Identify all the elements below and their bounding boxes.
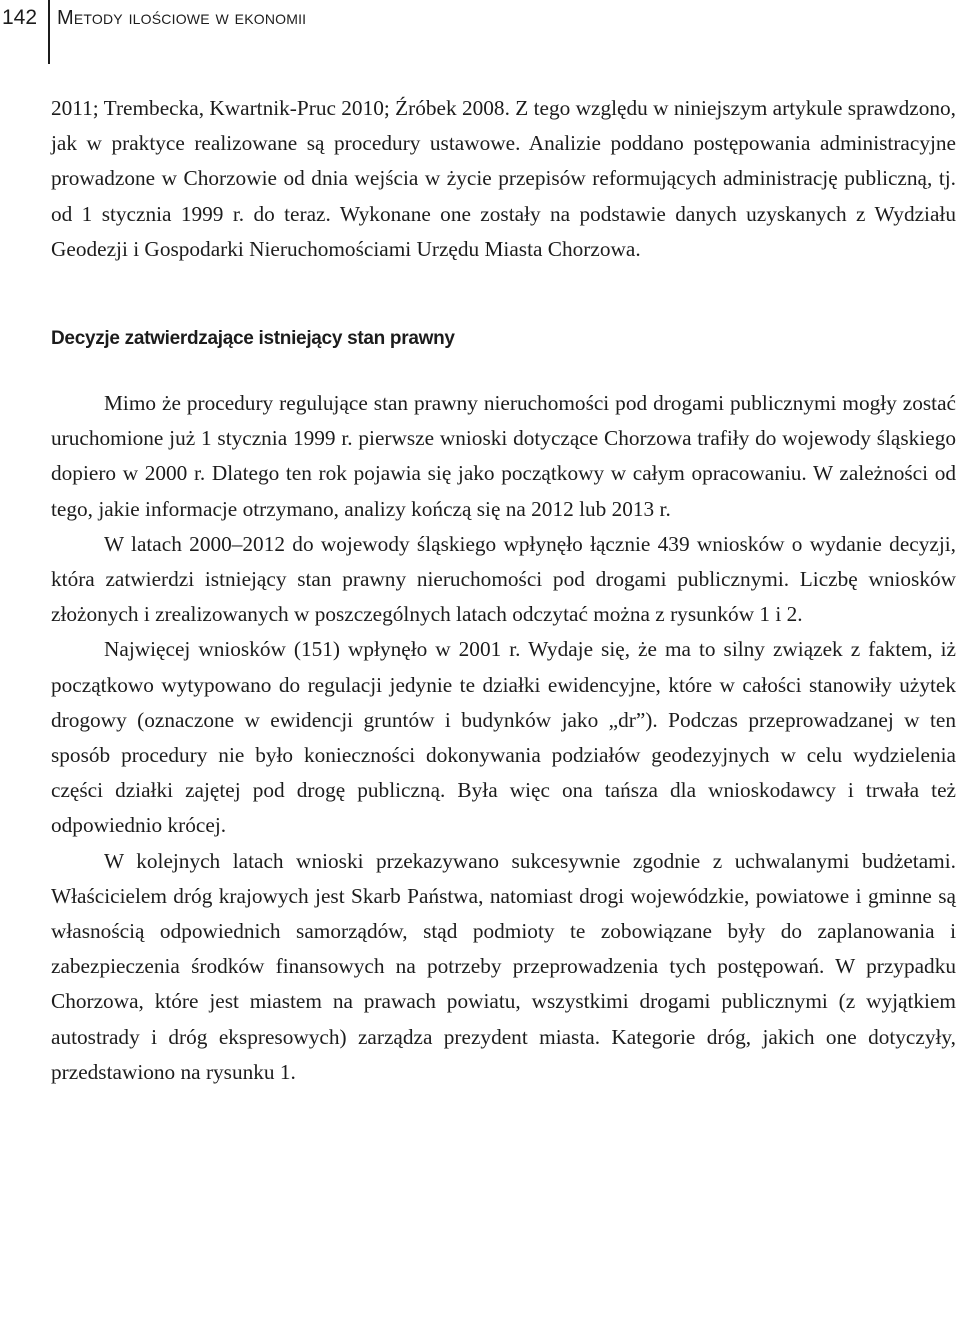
paragraph: Mimo że procedury regulujące stan prawny nieruchomości pod drogami publicznymi mogły zostać uruchomione już 1 stycznia 1999 r. pierwsze wnioski dotyczące Chorzowa trafiły do wojewody śląskiego dopiero w 2000 r. Dlatego ten rok pojawia się jako początkowy w całym opracowaniu. W zależności od tego, jakie informacje otrzymano, analizy kończą się na 2012 lub 2013 r. <box>51 391 956 521</box>
page-number: 142 <box>2 6 38 29</box>
header-divider <box>48 0 50 64</box>
paragraph-intro: 2011; Trembecka, Kwartnik-Pruc 2010; Źróbek 2008. Z tego względu w niniejszym artykule sprawdzono, jak w praktyce realizowane są procedury ustawowe. Analizie poddano postępowania administracyjne prowadzone w Chorzowie od dnia wejścia w życie przepisów reformujących administrację publiczną, tj. od 1 stycznia 1999 r. do teraz. Wykonane one zostały na podstawie danych uzyskanych z Wydziału Geodezji i Gospodarki Nieruchomościami Urzędu Miasta Chorzowa. <box>51 96 956 261</box>
running-header <box>0 0 960 64</box>
body-text <box>51 91 956 1090</box>
paragraph: W latach 2000–2012 do wojewody śląskiego wpłynęło łącznie 439 wniosków o wydanie decyzji, która zatwierdzi istniejący stan prawny nieruchomości pod drogami publicznymi. Liczbę wniosków złożonych i zrealizowanych w poszczególnych latach odczytać można z rysunków 1 i 2. <box>51 531 956 627</box>
running-title: Metody ilościowe w ekonomii <box>57 7 307 29</box>
paragraph: W kolejnych latach wnioski przekazywano sukcesywnie zgodnie z uchwalanymi budżetami. Właścicielem dróg krajowych jest Skarb Państwa, natomiast drogi wojewódzkie, powiatowe i gminne są własnością odpowiednich samorządów, stąd podmioty te zobowiązane były do zaplanowania i zabezpieczenia środków finansowych na potrzeby przeprowadzenia tych postępowań. W przypadku Chorzowa, które jest miastem na prawach powiatu, wszystkimi drogami publicznymi (z wyjątkiem autostrady i dróg ekspresowych) zarządza prezydent miasta. Kategorie dróg, jakich one dotyczyły, przedstawiono na rysunku 1. <box>51 848 956 1084</box>
section-heading: Decyzje zatwierdzające istniejący stan prawny <box>51 328 455 350</box>
paragraph: Najwięcej wniosków (151) wpłynęło w 2001 r. Wydaje się, że ma to silny związek z faktem, iż początkowo wytypowano do regulacji jedynie te działki ewidencyjne, które w całości stanowiły użytek drogowy (oznaczone w ewidencji gruntów i budynków jako „dr”). Podczas przeprowadzanej w ten sposób procedury nie było konieczności dokonywania podziałów geodezyjnych w celu wydzielenia części działki zajętej pod drogę publiczną. Była więc ona tańsza dla wnioskodawcy i trwała też odpowiednio krócej. <box>51 637 956 838</box>
